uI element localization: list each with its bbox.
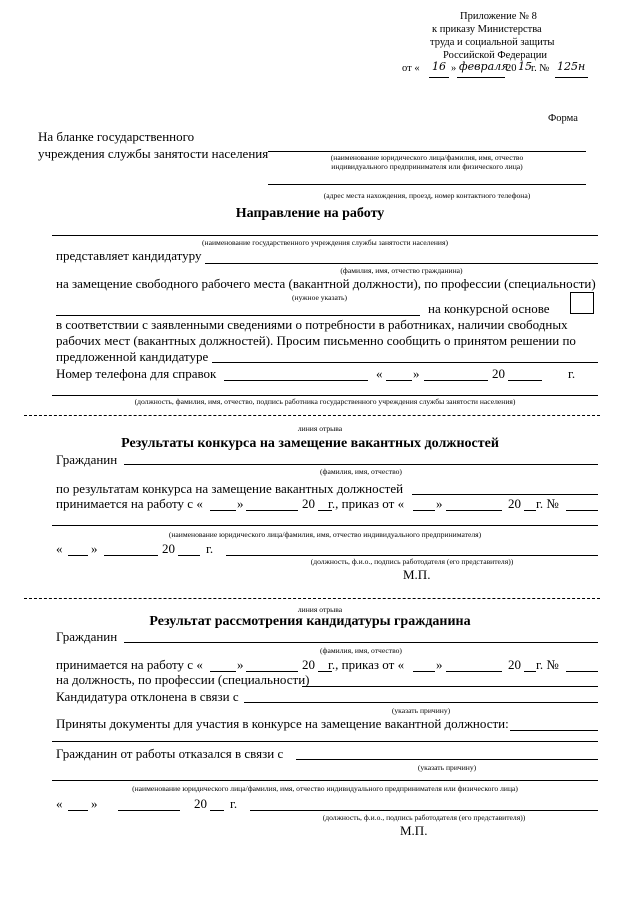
referral-signature-line: [52, 395, 598, 396]
candidate-remark-line: [212, 362, 598, 363]
referral-title: Направление на работу: [235, 206, 385, 221]
hint-review-reason-1: (указать причину): [391, 706, 451, 715]
review-sign-year-prefix: 20: [194, 796, 207, 811]
contest-order-month-line: [446, 510, 502, 511]
contest-sign-year-suffix: г.: [206, 541, 214, 556]
review-signature-line: [250, 810, 598, 811]
contest-citizen-label: Гражданин: [56, 452, 118, 467]
hint-contest-fio: (фамилия, имя, отчество): [320, 467, 402, 476]
review-year-prefix-1: 20: [302, 657, 315, 672]
review-sign-month-line: [118, 810, 180, 811]
review-sign-year-suffix: г.: [230, 796, 238, 811]
contest-sign-open-quote: «: [56, 541, 63, 556]
contest-results-text: по результатам конкурса на замещение вакантных должностей: [56, 481, 404, 496]
order-date-day: 16: [432, 60, 446, 73]
hint-contest-employer: (наименование юридического лица/фамилия, имя, отчество индивидуального предпринимателя): [168, 530, 482, 539]
employer-name-line: [268, 151, 586, 152]
contest-number-label: г. №: [536, 496, 559, 511]
review-close-quote-2: »: [436, 657, 443, 672]
contest-sign-close-quote: »: [91, 541, 98, 556]
hint-review-signature: (должность, ф.и.о., подпись работодателя (его представителя)): [322, 813, 526, 822]
review-citizen-label: Гражданин: [56, 629, 118, 644]
contest-order-day-line: [413, 510, 435, 511]
order-year: 15: [518, 60, 532, 73]
competitive-basis-label: на конкурсной основе: [428, 301, 550, 316]
phone-label: Номер телефона для справок: [56, 366, 217, 381]
referral-month-line: [424, 380, 488, 381]
review-reason-line-2: [296, 759, 598, 760]
review-number-line: [566, 671, 598, 672]
cut-line-label-2: линия отрыва: [297, 605, 343, 614]
contest-title: Результаты конкурса на замещение вакантных должностей: [121, 436, 499, 451]
review-order-text: г., приказ от «: [328, 657, 405, 672]
hint-specify: (нужное указать): [292, 293, 347, 302]
referral-date-close-quote: »: [413, 366, 420, 381]
contest-year-prefix-2: 20: [508, 496, 521, 511]
order-date-mid: »: [451, 63, 457, 74]
contest-close-quote-1: »: [237, 496, 244, 511]
review-position-text: на должность, по профессии (специальности): [56, 672, 310, 687]
date-day-underline: [429, 77, 449, 78]
review-hired-from: принимается на работу с «: [56, 657, 203, 672]
candidate-fio-line: [205, 263, 598, 264]
form-label: Форма: [548, 113, 578, 124]
review-docs-line-1: [510, 730, 598, 731]
competitive-checkbox[interactable]: [570, 292, 594, 314]
contest-sign-month-line: [104, 555, 158, 556]
contest-year-line-2: [524, 510, 536, 511]
review-position-line: [302, 686, 598, 687]
review-employer-line: [52, 780, 598, 781]
accordance-text-1: в соответствии с заявленными сведениями о потребности в работниках, наличии свободных: [56, 317, 568, 332]
contest-sign-year-line: [178, 555, 200, 556]
order-date-prefix: от «: [402, 63, 420, 74]
employer-address-line: [268, 184, 586, 185]
review-sign-year-line: [210, 810, 224, 811]
contest-month-line: [246, 510, 298, 511]
order-date-month: февраля: [459, 60, 509, 73]
contest-year-prefix-1: 20: [302, 496, 315, 511]
order-number-underline: [555, 77, 588, 78]
review-close-quote-1: »: [237, 657, 244, 672]
hint-referral-signature: (должность, фамилия, имя, отчество, подпись работника государственного учреждения службы занятости населения): [134, 397, 516, 406]
referral-date-open-quote: «: [376, 366, 383, 381]
contest-number-line: [566, 510, 598, 511]
ministry-line: труда и социальной защиты: [430, 37, 555, 48]
review-docs-text: Приняты документы для участия в конкурсе на замещение вакантной должности:: [56, 716, 509, 731]
date-month-underline: [457, 77, 505, 78]
cut-line-1: [24, 415, 600, 416]
phone-line: [224, 380, 368, 381]
contest-close-quote-2: »: [436, 496, 443, 511]
hint-employer-address: (адрес места нахождения, проезд, номер контактного телефона): [323, 191, 531, 200]
contest-hired-from: принимается на работу с «: [56, 496, 203, 511]
contest-sign-year-prefix: 20: [162, 541, 175, 556]
hint-employer-name-2: индивидуального предпринимателя или физического лица): [331, 162, 523, 171]
review-order-day-line: [413, 671, 435, 672]
review-title: Результат рассмотрения кандидатуры гражданина: [149, 614, 471, 629]
federation-line: Российской Федерации: [443, 50, 547, 61]
review-sign-day-line: [68, 810, 88, 811]
blank-label-line1: На бланке государственного: [38, 129, 195, 144]
blank-label-line2: учреждения службы занятости населения: [38, 146, 269, 161]
contest-day-line: [210, 510, 236, 511]
order-number: 125н: [557, 60, 586, 73]
referral-day-line: [386, 380, 412, 381]
profession-line: [56, 315, 420, 316]
accordance-text-2: рабочих мест (вакантных должностей). Просим письменно сообщить о принятом решении по: [56, 333, 576, 348]
order-number-label: г. №: [531, 63, 550, 74]
hint-review-fio: (фамилия, имя, отчество): [320, 646, 402, 655]
referral-year-prefix: 20: [492, 366, 505, 381]
contest-fio-line: [124, 464, 598, 465]
contest-signature-line: [226, 555, 598, 556]
accordance-text-3: предложенной кандидатуре: [56, 349, 209, 364]
review-stamp: М.П.: [400, 823, 428, 838]
vacancy-line-text: на замещение свободного рабочего места (вакантной должности), по профессии (специальности): [56, 276, 596, 291]
contest-results-line: [412, 494, 598, 495]
hint-review-employer: (наименование юридического лица/фамилия, имя, отчество индивидуального предпринимателя или физического лица): [132, 784, 518, 793]
review-fio-line: [124, 642, 598, 643]
review-sign-open-quote: «: [56, 796, 63, 811]
review-sign-close-quote: »: [91, 796, 98, 811]
review-number-label: г. №: [536, 657, 559, 672]
contest-order-text: г., приказ от «: [328, 496, 405, 511]
referral-year-suffix: г.: [568, 366, 576, 381]
contest-sign-day-line: [68, 555, 88, 556]
hint-review-reason-2: (указать причину): [417, 763, 477, 772]
review-year-prefix-2: 20: [508, 657, 521, 672]
order-ref-line: к приказу Министерства: [432, 24, 542, 35]
hint-employer-name-1: (наименование юридического лица/фамилия, имя, отчество: [330, 153, 524, 162]
hint-contest-signature: (должность, ф.и.о., подпись работодателя (его представителя)): [310, 557, 514, 566]
appendix-number: Приложение № 8: [460, 11, 537, 22]
hint-agency-name: (наименование государственного учреждения службы занятости населения): [201, 238, 448, 247]
agency-name-line: [52, 235, 598, 236]
cut-line-label-1: линия отрыва: [297, 424, 343, 433]
review-order-month-line: [446, 671, 502, 672]
contest-stamp: М.П.: [403, 567, 431, 582]
presents-label: представляет кандидатуру: [56, 248, 202, 263]
referral-year-line: [508, 380, 542, 381]
contest-employer-line: [52, 525, 598, 526]
hint-candidate-fio: (фамилия, имя, отчество гражданина): [340, 266, 463, 275]
review-reason-line-1: [244, 702, 598, 703]
cut-line-2: [24, 598, 600, 599]
order-year-prefix: 20: [506, 63, 517, 74]
review-rejected-text: Кандидатура отклонена в связи с: [56, 689, 239, 704]
review-refused-text: Гражданин от работы отказался в связи с: [56, 746, 284, 761]
review-docs-line-2: [52, 741, 598, 742]
review-year-line-2: [524, 671, 536, 672]
